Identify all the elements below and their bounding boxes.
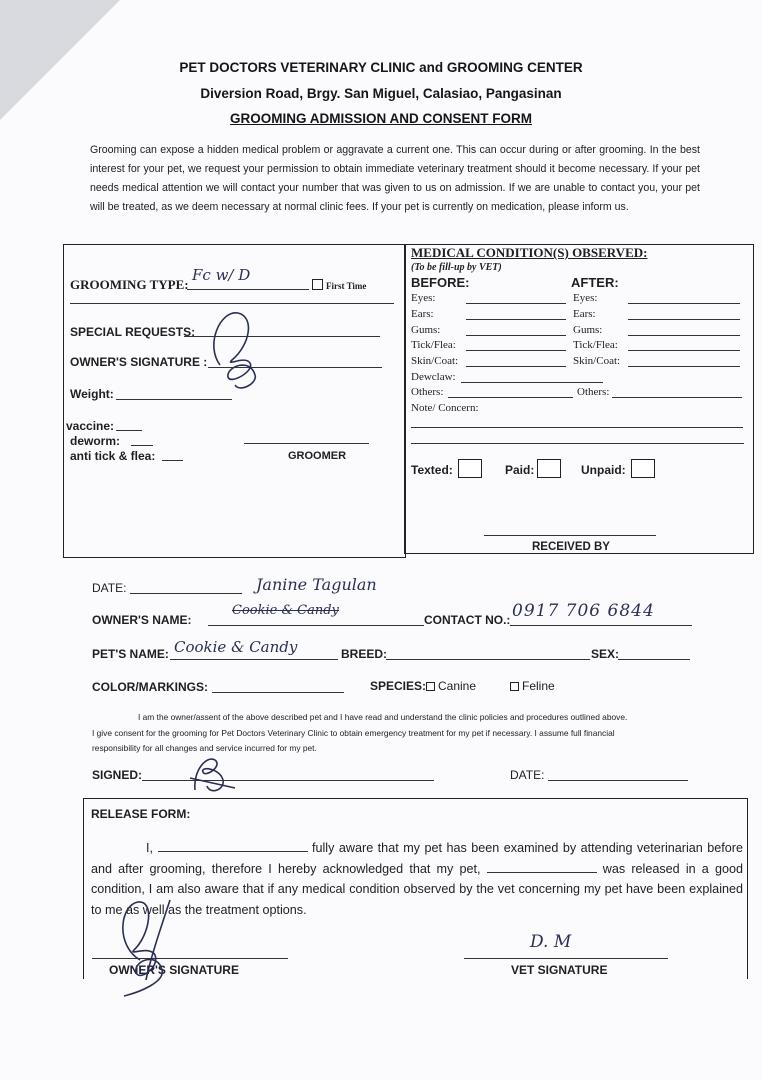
first-time-box[interactable] <box>312 279 323 290</box>
owner-release-scribble <box>110 890 190 1000</box>
vet-sig-label: VET SIGNATURE <box>511 963 608 977</box>
consent-date-label: DATE: <box>510 768 545 782</box>
grooming-extra-line <box>70 303 394 304</box>
paid-checkbox[interactable] <box>537 459 561 478</box>
consent-line-2: I give consent for the grooming for Pet Doctors Veterinary Clinic to obtain emergency treatment for my pet if necessary. I assume full financial <box>92 728 615 738</box>
pet-name-label: PET'S NAME: <box>92 647 169 661</box>
consent-line-3: responsibility for all changes and service incurred for my pet. <box>92 743 317 753</box>
special-requests-label: SPECIAL REQUESTS: <box>70 325 196 339</box>
date-label: DATE: <box>92 581 127 595</box>
after-row-line[interactable] <box>628 319 740 320</box>
first-time-label: First Time <box>326 281 367 291</box>
signed-label: SIGNED: <box>92 768 143 782</box>
form-title: GROOMING ADMISSION AND CONSENT FORM <box>230 111 532 126</box>
vaccine-line <box>116 430 142 431</box>
medical-panel <box>404 244 754 554</box>
vaccine-label: vaccine: <box>66 419 115 433</box>
others-after-line <box>612 397 742 398</box>
contact-label: CONTACT NO.: <box>424 613 511 627</box>
note-line-1 <box>411 427 743 428</box>
feline-checkbox[interactable] <box>510 682 519 691</box>
after-eyes-label: Eyes: <box>573 292 598 304</box>
after-ears-label: Ears: <box>573 308 596 320</box>
vet-sig-line <box>464 958 668 959</box>
canine-label: Canine <box>438 679 477 693</box>
owner-name-label: OWNER'S NAME: <box>92 613 192 627</box>
after-tickflea-label: Tick/Flea: <box>573 339 618 351</box>
anti-tick-line <box>162 460 183 461</box>
first-time-checkbox[interactable] <box>312 279 366 291</box>
before-row-line[interactable] <box>466 335 566 336</box>
grooming-type-line <box>187 289 309 290</box>
before-row-line[interactable] <box>466 303 566 304</box>
release-text-a: I, <box>146 841 153 855</box>
intro-paragraph: Grooming can expose a hidden medical problem or aggravate a current one. This can occur during or after grooming. In the best interest for your pet, we request your permission to obtain immediate veterinary treatment should it become necessary. If your pet needs medical attention we will contact your number that was given to us on admission. If we are unable to contact you, your pet will be treated, as we deem necessary at normal clinic fees. If your pet is currently on medication, please inform us. <box>90 144 700 213</box>
note-line-2 <box>411 443 744 444</box>
contact-value[interactable]: 0917 706 6844 <box>512 601 655 621</box>
canine-checkbox[interactable] <box>426 682 435 691</box>
after-label: AFTER: <box>571 275 619 290</box>
dewclaw-line <box>461 382 603 383</box>
signed-scribble <box>185 740 245 800</box>
breed-label: BREED: <box>341 647 388 661</box>
others-before-line <box>448 397 573 398</box>
owner-signature-scribble-1 <box>200 305 280 395</box>
before-skincoat-label: Skin/Coat: <box>411 355 459 367</box>
received-by-label: RECEIVED BY <box>532 541 610 553</box>
after-skincoat-label: Skin/Coat: <box>573 355 621 367</box>
after-row-line[interactable] <box>628 366 740 367</box>
dewclaw-label: Dewclaw: <box>411 371 456 383</box>
release-text-b: fully aware that my pet has been examined by attending veterinarian before and after grooming, therefore I hereby acknowledged that my pet, <box>91 841 744 876</box>
release-pet-line[interactable] <box>487 862 597 873</box>
contact-line <box>510 625 692 626</box>
deworm-line <box>131 445 153 446</box>
weight-line <box>116 399 232 400</box>
note-concern-label: Note/ Concern: <box>411 402 479 414</box>
anti-tick-label: anti tick & flea: <box>70 449 156 463</box>
consent-date-line <box>548 780 688 781</box>
after-row-line[interactable] <box>628 350 740 351</box>
grooming-type-value[interactable]: Fc w/ D <box>192 266 251 284</box>
unpaid-checkbox[interactable] <box>631 459 655 478</box>
deworm-label: deworm: <box>70 434 121 448</box>
paid-label: Paid: <box>505 463 535 477</box>
feline-label: Feline <box>522 679 555 693</box>
color-markings-label: COLOR/MARKINGS: <box>92 680 208 694</box>
before-row-line[interactable] <box>466 366 566 367</box>
species-label: SPECIES: <box>370 679 427 693</box>
crossed-out-value: Cookie & Candy <box>232 603 339 618</box>
received-by-line <box>484 535 656 536</box>
before-gums-label: Gums: <box>411 324 441 336</box>
groomer-line <box>244 443 369 444</box>
before-row-line[interactable] <box>466 350 566 351</box>
before-tickflea-label: Tick/Flea: <box>411 339 456 351</box>
pet-name-value[interactable]: Cookie & Candy <box>174 638 298 656</box>
unpaid-label: Unpaid: <box>581 463 626 477</box>
medical-subtitle: (To be fill-up by VET) <box>411 262 502 273</box>
consent-line-1: I am the owner/assent of the above described pet and I have read and understand the clinic policies and procedures outlined above. <box>138 712 628 722</box>
after-row-line[interactable] <box>628 303 740 304</box>
release-name-line[interactable] <box>158 841 308 852</box>
vet-initials: D. M <box>530 932 572 952</box>
weight-label: Weight: <box>70 387 114 401</box>
clinic-address: Diversion Road, Brgy. San Miguel, Calasiao, Pangasinan <box>200 86 562 101</box>
owner-sig-label: OWNER'S SIGNATURE <box>109 963 239 977</box>
date-line <box>130 593 242 594</box>
breed-line <box>386 659 590 660</box>
after-gums-label: Gums: <box>573 324 603 336</box>
before-ears-label: Ears: <box>411 308 434 320</box>
after-row-line[interactable] <box>628 335 740 336</box>
texted-label: Texted: <box>411 463 453 477</box>
pet-name-line <box>170 659 338 660</box>
others-after-label: Others: <box>577 386 610 398</box>
owner-name-line <box>208 625 424 626</box>
before-row-line[interactable] <box>466 319 566 320</box>
others-before-label: Others: <box>411 386 444 398</box>
sex-line <box>618 659 690 660</box>
groomer-label: GROOMER <box>288 450 347 462</box>
before-label: BEFORE: <box>411 275 470 290</box>
release-title: RELEASE FORM: <box>91 807 191 821</box>
owner-signature-label: OWNER'S SIGNATURE : <box>70 355 208 369</box>
color-markings-line <box>212 692 344 693</box>
sex-label: SEX: <box>591 647 620 661</box>
owner-name-value[interactable]: Janine Tagulan <box>256 575 377 594</box>
canine-option[interactable] <box>426 679 476 693</box>
grooming-type-label: GROOMING TYPE: <box>70 277 189 292</box>
texted-checkbox[interactable] <box>458 459 482 478</box>
release-text-c: was released in a good condition, I am also aware that if any medical condition observed by the vet concerning my pet have been explained to me as well as the treatment options. <box>91 861 743 917</box>
feline-option[interactable] <box>510 679 555 693</box>
before-eyes-label: Eyes: <box>411 292 436 304</box>
medical-title: MEDICAL CONDITION(S) OBSERVED: <box>411 245 648 260</box>
clinic-name: PET DOCTORS VETERINARY CLINIC and GROOMING CENTER <box>179 60 583 75</box>
